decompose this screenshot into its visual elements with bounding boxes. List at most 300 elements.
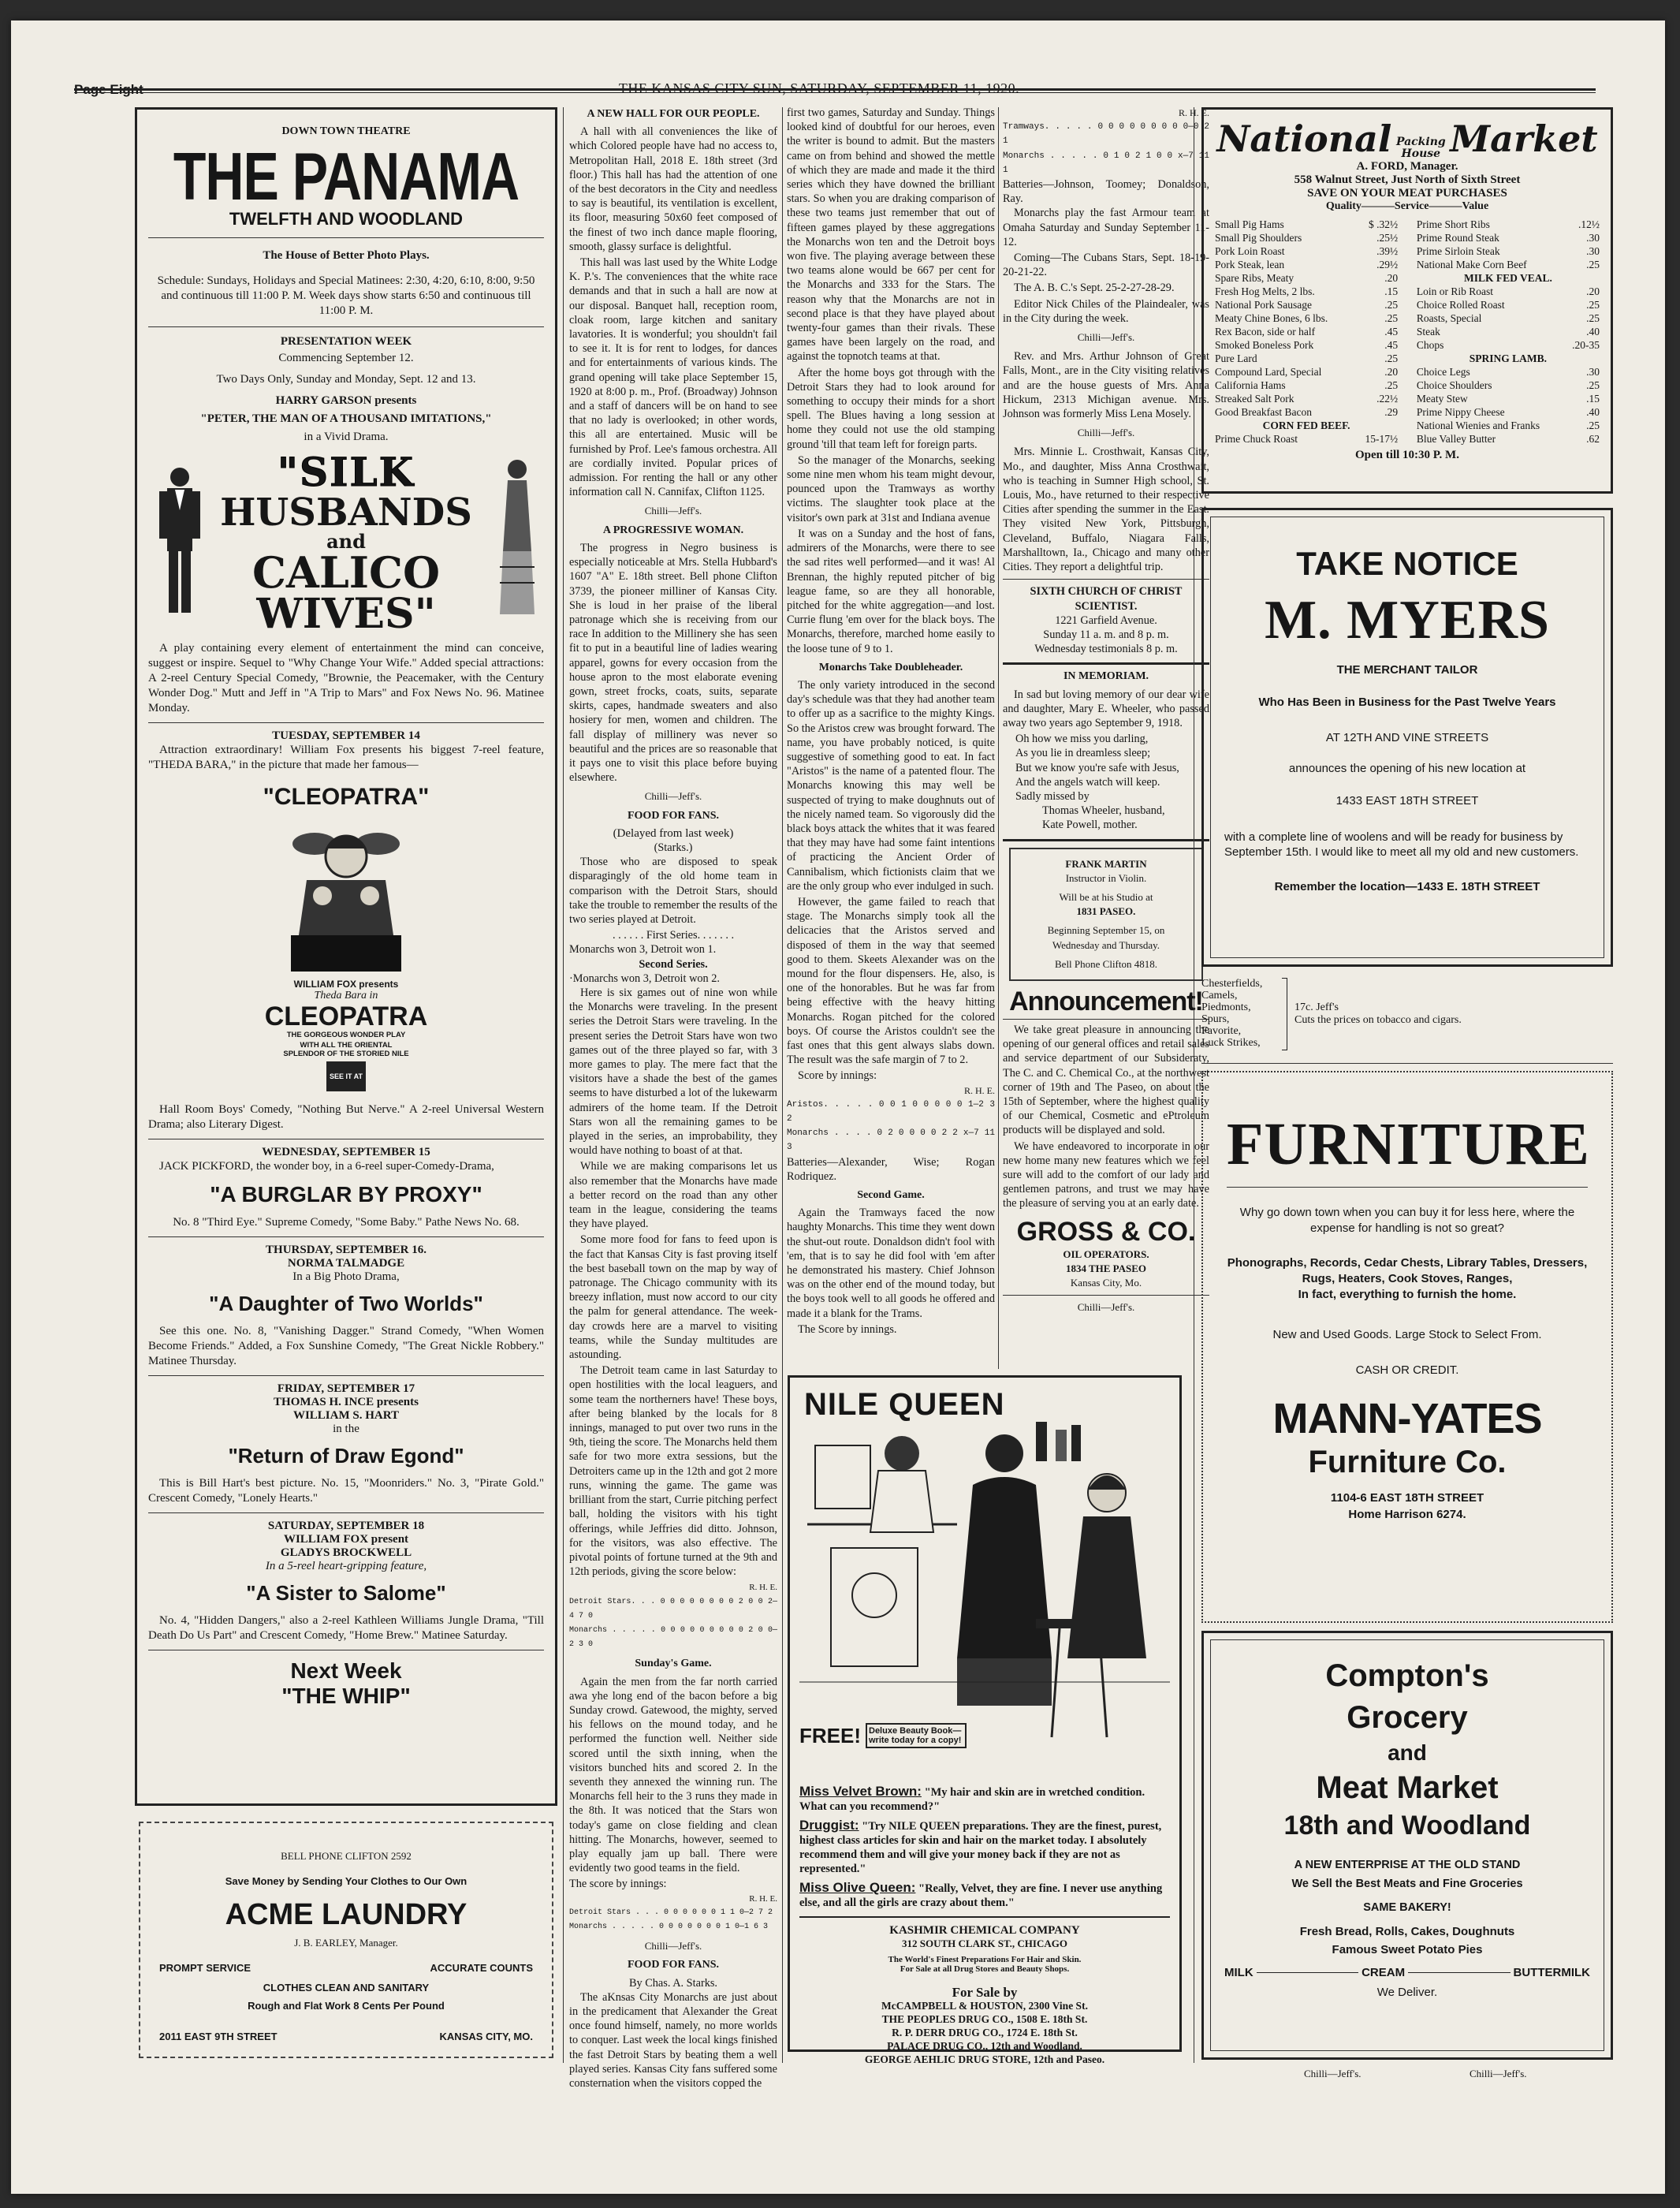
tobacco-brands (1201, 978, 1280, 1049)
myers-l4: 1433 EAST 18TH STREET (1335, 794, 1479, 807)
price-section-heading: MILK FED VEAL. (1463, 272, 1552, 284)
market-title-4: Market (1450, 117, 1598, 160)
item-name: Choice Rolled Roast (1416, 299, 1505, 311)
compton-dairy (1224, 1966, 1590, 1979)
next-week: Next Week (290, 1658, 402, 1683)
friday-heading: FRIDAY, SEPTEMBER 17 (277, 1382, 415, 1395)
item-name: Pork Steak, lean (1215, 259, 1285, 270)
furniture-l3: In fact, everything to furnish the home. (1298, 1288, 1517, 1301)
price-row (1213, 352, 1399, 365)
food-by: (Starks.) (654, 841, 693, 854)
price-row (1415, 392, 1601, 405)
market-title-1: National (1216, 117, 1392, 160)
furniture-ad (1201, 1071, 1613, 1623)
milk: MILK (1224, 1966, 1253, 1979)
seller: McCAMPBELL & HOUSTON, 2300 Vine St. (881, 2000, 1088, 2012)
friday-line4: in the (333, 1423, 359, 1435)
column-3 (787, 106, 995, 1337)
progressive-heading: A PROGRESSIVE WOMAN. (602, 524, 744, 536)
announcement-p1: We take great pleasure in announcing the opening of our general offices and retail sales and service department of our Subsideraty, The C. and C. Chemical Co., at the northwest corner of 19th and The Paseo, on about the 15th of September, where the highest quality of our Chemical, Cosmetic and ePtroleum products will be displayed and sold. (1003, 1023, 1209, 1137)
fm-name: FRANK MARTIN (1065, 857, 1147, 870)
price-row (1213, 338, 1399, 352)
chilli-sep: Chilli—Jeff's. (644, 505, 702, 517)
score-line: Monarchs . . . . 0 2 0 0 0 0 2 2 x—7 11 3 (787, 1128, 995, 1153)
cleo-after: Hall Room Boys' Comedy, "Nothing But Nerve." A 2-reel Universal Western Drama; also Literary Digest. (148, 1103, 544, 1131)
nile-title: NILE QUEEN (804, 1387, 1005, 1422)
item-name: Prime Sirloin Steak (1416, 245, 1500, 257)
score-by: The score by innings: (569, 1878, 667, 1891)
score-line: Aristos. . . . . 0 0 1 0 0 0 0 0 1—2 3 2 (787, 1099, 995, 1125)
score-line: Monarchs . . . . . 0 0 0 0 0 0 0 1 0—1 6 3 (569, 1922, 769, 1931)
memoriam-verse: As you lie in dreamless sleep; (1015, 747, 1151, 760)
cleopatra-ad (263, 817, 429, 1091)
garson-presents: HARRY GARSON presents (275, 394, 417, 407)
item-name: National Pork Sausage (1215, 299, 1312, 311)
tobacco-brand: Camels, (1201, 990, 1238, 1001)
score-line: Detroit Stars . . . 0 0 0 0 0 0 1 1 0—2 7 2 (569, 1908, 773, 1917)
gorgeous-wonder: THE GORGEOUS WONDER PLAY (286, 1031, 406, 1039)
item-price: .25 (1586, 259, 1600, 270)
item-name: Streaked Salt Pork (1215, 393, 1294, 405)
rhe-label: R. H. E. (749, 1583, 777, 1593)
item-price: .29 (1384, 406, 1399, 418)
item-price: .25 (1586, 379, 1600, 391)
meat-list-right (1415, 218, 1601, 446)
vivid-drama: in a Vivid Drama. (304, 431, 389, 443)
delayed: (Delayed from last week) (613, 826, 734, 840)
tuesday-description: Attraction extraordinary! William Fox presents his biggest 7-reel feature, "THEDA BARA," in the picture that made her famous— (148, 744, 544, 771)
price-row (1415, 298, 1601, 311)
price-row (1415, 325, 1601, 338)
market-title-2: Packing (1395, 135, 1446, 148)
item-price: .20 (1384, 366, 1399, 378)
item-price: .25 (1586, 299, 1600, 311)
compton-l5: 18th and Woodland (1283, 1811, 1531, 1841)
panama-kicker: DOWN TOWN THEATRE (281, 125, 411, 137)
item-price: .25 (1384, 299, 1399, 311)
food-heading: FOOD FOR FANS. (627, 809, 719, 822)
rhe-label: R. H. E. (749, 1893, 777, 1904)
price-row (1415, 379, 1601, 392)
col4-p6: Mrs. Minnie L. Crosthwait, Kansas City, Mo., and daughter, Miss Anna Crosthwait, who is teaching in Sumner High school, St. Louis, Mo., have returned to their respective Cities after spending the summer in the East. They visited New York, Pittsburgh, Cleveland, Buffalo, Niagara Falls, Marshalltown, Ia., Chicago and many other Cities. They report a delightful trip. (1003, 446, 1209, 574)
fox-presents: WILLIAM FOX presents (293, 979, 399, 990)
price-row (1213, 432, 1399, 446)
kashmir-co: KASHMIR CHEMICAL COMPANY (889, 1924, 1080, 1937)
memoriam-p: In sad but loving memory of our dear wife and daughter, Mary E. Wheeler, who passed away two years ago September 9, 1918. (1003, 688, 1209, 729)
acme-phone: BELL PHONE CLIFTON 2592 (281, 1850, 412, 1862)
price-row (1415, 258, 1601, 271)
item-name: Spare Ribs, Meaty (1215, 272, 1294, 284)
score-line: Detroit Stars. . . 0 0 0 0 0 0 0 0 2 0 0 2—4 7 0 (569, 1597, 777, 1621)
druggist-text: "Try NILE QUEEN preparations. They are the finest, purest, highest class articles for skin and hair on the market today. I absolutely recommend them and will give your money back if they are not as represented." (799, 1820, 1162, 1875)
acme-prompt: PROMPT SERVICE (159, 1962, 251, 1974)
seller: PALACE DRUG CO., 12th and Woodland. (887, 2040, 1082, 2052)
item-name: Prime Short Ribs (1416, 218, 1490, 230)
market-address: 558 Walnut Street, Just North of Sixth Street (1294, 173, 1521, 186)
free-label: FREE! (799, 1723, 861, 1747)
column-4 (1003, 106, 1209, 1319)
salome-description: No. 4, "Hidden Dangers," also a 2-reel Kathleen Williams Jungle Drama, "Till Death Do Us Part" and Crescent Comedy, "Home Brew." Matinee Saturday. (148, 1614, 544, 1642)
tobacco-brace (1282, 978, 1287, 1050)
item-price: .25 (1384, 352, 1399, 364)
silk-description: A play containing every element of entertainment the mind can conceive, suggest or inspire. Sequel to "Why Change Your Wife." Added special attractions: A 2-reel Century Special Comedy, "Brownie, the Peacemaker, with the Century Wonder Dog." Mutt and Jeff in "A Trip to Mars" and Fox News No. 96. Matinee Monday. (148, 642, 544, 714)
acme-manager: J. B. EARLEY, Manager. (294, 1937, 398, 1949)
daughter-description: See this one. No. 8, "Vanishing Dagger." Strand Comedy, "When Women Become Friends." Added, a Fox Sunshine Comedy, "The Great Nickle Robbery." Matinee Thursday. (148, 1325, 544, 1367)
item-price: .45 (1384, 326, 1399, 338)
col3-p3: So the manager of the Monarchs, seeking some nine men whom his team might devour, pounced upon the Tramways as worthy victims. The slaughter took place at the visitor's own park at 31st and Indiana avenue (787, 453, 995, 524)
sunday-p1: Again the men from the far north carried awa yhe long end of the bacon before a big Sunday crowd. Gatewood, the mighty, served his fellows on the mound today, and he performed the function well. Neither side scored until the sixth inning, when the visitors bunched hits and scored 2. In the seventh they annexed the winning run. The Monarchs fell heir to the 3 runs they made in the 8th. It was noticed that the Stars won today's game on close fielding and clean hitting. The Monarchs, however, seemed to play equally jam up ball. There were evidently two good teams in the field. (569, 1675, 777, 1875)
hall-p1: A hall with all conveniences the like of which Colored people have had no access to, Metropolitan Hall, 2018 E. 18th street (3rd floor.) This hall has had the attention of one of the best decorators in the City and needless to say is beautiful, its ventilation is excellent, its floor, measuring 50x60 feet composed of the finest of two inch dance maple flooring, smooth, glassy surface is delightful. (569, 125, 777, 253)
market-title-3: House (1401, 147, 1441, 160)
food2-p1: The aKnsas City Monarchs are just about in the predicament that Alexander the Great once found himself, namely, no more worlds to conquer. Last week the local kings finished the fast Detroit Stars by beating them a well played series. Kansas City fans suffered some consternation when the visitors copped the (569, 1990, 777, 2091)
food-p4: Some more food for fans to feed upon is the fact that Kansas City is fast proving itself the best baseball town on the map by way of patronage. The Chicago community with its breezy inflation, must now accord to our city the palm for general attendance. The week-day crowds here are a marvel to visiting teams, while the Sunday multitudes are astounding. (569, 1233, 777, 1362)
market-manager: A. FORD, Manager. (1356, 160, 1458, 173)
item-name: Small Pig Hams (1215, 218, 1284, 230)
calico-line: CALICO (251, 547, 441, 598)
commencing: Commencing September 12. (278, 352, 414, 364)
sunday-heading: Sunday's Game. (635, 1658, 712, 1670)
item-price: .29½ (1376, 259, 1399, 270)
item-name: Steak (1416, 326, 1440, 338)
silk-husbands-art (148, 449, 544, 638)
item-name: Blue Valley Butter (1416, 433, 1496, 445)
myers-sub: THE MERCHANT TAILOR (1336, 663, 1478, 677)
compton-l3: and (1388, 1740, 1427, 1765)
item-price: .25 (1586, 420, 1600, 431)
furniture-title: FURNITURE (1227, 1111, 1590, 1177)
silk-line: "SILK (277, 449, 415, 495)
compton-l9: Fresh Bread, Rolls, Cakes, Doughnuts (1299, 1925, 1515, 1938)
furniture-l2: Phonographs, Records, Cedar Chests, Library Tables, Dressers, Rugs, Heaters, Cook Stoves, Ranges, (1227, 1256, 1588, 1285)
fm-l7: Bell Phone Clifton 4818. (1055, 957, 1157, 970)
cleopatra-title: "CLEOPATRA" (263, 784, 430, 810)
nile-sellers (788, 1986, 1182, 2066)
myers-l2: AT 12TH AND VINE STREETS (1325, 731, 1489, 744)
batteries: Batteries—Alexander, Wise; Rogan Rodriquez. (787, 1155, 995, 1183)
compton-l10: Famous Sweet Potato Pies (1332, 1943, 1483, 1956)
meat-list-left (1213, 218, 1399, 446)
item-price: .30 (1586, 232, 1600, 244)
wives-line: WIVES" (256, 590, 436, 638)
velvet-text: "My hair and skin are in wretched condition. What can you recommend?" (799, 1786, 1145, 1813)
furniture-address: 1104-6 EAST 18TH STREET (1330, 1491, 1484, 1505)
fm-l2: Instructor in Violin. (1065, 871, 1147, 884)
myers-l6: Remember the location—1433 E. 18TH STREET (1274, 880, 1540, 893)
item-price: .25 (1384, 312, 1399, 324)
price-row (1415, 231, 1601, 244)
cleopatra-ad-title: CLEOPATRA (264, 1001, 428, 1031)
thursday-star: NORMA TALMADGE (287, 1257, 405, 1270)
compton-l2: Grocery (1347, 1700, 1468, 1735)
egond-title: "Return of Draw Egond" (228, 1444, 464, 1468)
thursday-sub: In a Big Photo Drama, (292, 1270, 400, 1283)
item-name: Rex Bacon, side or half (1215, 326, 1316, 338)
myers-name: M. MYERS (1265, 590, 1550, 651)
column-rule (563, 107, 564, 2063)
rhe-label: R. H. E. (964, 1084, 995, 1096)
kashmir-address: 312 SOUTH CLARK ST., CHICAGO (902, 1938, 1067, 1949)
national-market-ad (1201, 107, 1613, 494)
acme-address: 2011 EAST 9TH STREET (159, 2031, 278, 2042)
col4-p2: Coming—The Cubans Stars, Sept. 18-19-20-21-22. (1003, 252, 1209, 279)
nile-queen-ad (788, 1375, 1182, 2052)
price-row (1415, 271, 1601, 285)
memoriam-verse: But we know you're safe with Jesus, (1015, 761, 1179, 774)
memoriam-verse: And the angels watch will keep. (1015, 775, 1160, 789)
memoriam-sad: Sadly missed by (1015, 789, 1090, 803)
item-name: Roasts, Special (1416, 312, 1482, 324)
panama-address: TWELFTH AND WOODLAND (229, 209, 464, 229)
price-row (1213, 365, 1399, 379)
gross-l3: 1834 THE PASEO (1065, 1262, 1147, 1274)
price-row (1415, 432, 1601, 446)
price-row (1213, 244, 1399, 258)
free-note: Deluxe Beauty Book—write today for a copy! (866, 1723, 967, 1748)
food-p3: While we are making comparisons let us also remember that the Monarchs have made a better record on the road than any other team in the league, considering the teams they have played. (569, 1160, 777, 1231)
peter-title: "PETER, THE MAN OF A THOUSAND IMITATIONS," (200, 412, 492, 425)
tobacco-desc: Cuts the prices on tobacco and cigars. (1294, 1014, 1462, 1026)
item-price: .12½ (1578, 218, 1600, 230)
price-row (1213, 271, 1399, 285)
item-name: Good Breakfast Bacon (1215, 406, 1312, 418)
husbands-line: HUSBANDS (220, 490, 472, 535)
item-name: Smoked Boneless Pork (1215, 339, 1314, 351)
item-price: .40 (1586, 326, 1600, 338)
compton-ad (1201, 1631, 1613, 2060)
item-name: Prime Nippy Cheese (1416, 406, 1505, 418)
price-section-heading: CORN FED BEEF. (1262, 420, 1350, 431)
nile-dialogue (799, 1785, 1170, 1910)
acme-clean: CLOTHES CLEAN AND SANITARY (263, 1982, 430, 1994)
score-line: Monarchs . . . . . 0 0 0 0 0 0 0 0 0 2 0 0—2 3 0 (569, 1625, 777, 1650)
item-name: Loin or Rib Roast (1416, 285, 1493, 297)
egond-description: This is Bill Hart's best picture. No. 15, "Moonriders." No. 3, "Pirate Gold." Crescent Comedy, "Lonely Hearts." (148, 1477, 544, 1505)
salome-title: "A Sister to Salome" (246, 1581, 446, 1605)
kashmir-tag1: The World's Finest Preparations For Hair and Skin. (888, 1955, 1082, 1964)
page-header (74, 65, 1564, 104)
item-price: .20 (1384, 272, 1399, 284)
olive-name: Miss Olive Queen: (799, 1880, 916, 1895)
item-price: .25½ (1376, 232, 1399, 244)
church-l1: SIXTH CHURCH OF CHRIST (1030, 585, 1183, 599)
myers-l5: with a complete line of woolens and will be ready for business by September 15th. I would like to meet all my old and new customers. (1224, 830, 1579, 859)
gross-l2: OIL OPERATORS. (1063, 1248, 1149, 1260)
item-name: Meaty Chine Bones, 6 lbs. (1215, 312, 1328, 324)
score-by: Score by innings: (798, 1069, 877, 1083)
score-line: Monarchs . . . . . 0 1 0 2 1 0 0 x—7 11 1 (1003, 151, 1209, 175)
second-game-heading: Second Game. (857, 1189, 925, 1202)
take-notice: TAKE NOTICE (1296, 545, 1518, 582)
col4-p3: The A. B. C.'s Sept. 25-2-27-28-29. (1014, 282, 1175, 295)
footer-chilli: Chilli—Jeff's. (1304, 2068, 1362, 2079)
price-row (1213, 419, 1399, 432)
col3-p1: first two games, Saturday and Sunday. Things looked kind of doubtful for our heroes, even the writer is bound to admit. But the masters came on from behind and showed the mettle of which they are made and made it the third series which they have downed the brilliant stars. So when you are draking comparison of these two teams just remember that out of fifteen games played by these aggregations the Monarchs won ten and the Detroit boys won five. The playing average between these two teams alone would be 667 per cent for the Monarchs and 333 for the Stars. The reason why that the Monarchs are not in second place is that they have played about twenty-four games than their rivals. These games have been largely on the road, and against the topnotch teams at that. (787, 106, 995, 364)
seller: R. P. DERR DRUG CO., 1724 E. 18th St. (892, 2027, 1078, 2038)
myers-ad (1201, 508, 1613, 967)
col3-p5: The only variety introduced in the second day's schedule was that they had another team to offer up as a sacrifice to the mighty Kings. So the Aristos crew was brought forward. The name, you have probably noticed, is quite suggestive of something good to eat. In fact "Aristos" is the name of a patented flour. The Monarchs knowing this may well be suspected of trying to make doughnuts out of the nicely named team. So vigorously did the black boys attack the whites that it was feared that they may have had some faint intentions of practicing the Ancient Order of Cannibalism, which fictionists claim that we are the only group who ever indulged in such. (787, 678, 995, 893)
first-result: Monarchs won 3, Detroit won 1. (569, 943, 717, 957)
food-p2: Here is six games out of nine won while the Monarchs were traveling. In the present series the Detroit Stars were traveling. In the present series the Detroit Stars have won two games out of the three played so far, with 3 more games to play. The mere fact that the visitors have a shade the best of the games seems to have disturbed a lot of the lukewarm admirers of the home team. If the Detroit Stars won all the remaining games to be played in the series, an improbability, they would have nothing to boast of at that. (569, 986, 777, 1158)
item-price: .30 (1586, 366, 1600, 378)
church-l2: SCIENTIST. (1075, 599, 1138, 613)
presentation-week: PRESENTATION WEEK (280, 335, 412, 348)
panama-ad (135, 107, 557, 1806)
price-row (1415, 338, 1601, 352)
two-days: Two Days Only, Sunday and Monday, Sept. 12 and 13. (216, 373, 476, 386)
item-price: .20 (1586, 285, 1600, 297)
buttermilk: BUTTERMILK (1513, 1966, 1591, 1979)
church-l3: 1221 Garfield Avenue. (1055, 614, 1157, 627)
item-name: California Hams (1215, 379, 1286, 391)
second-series: Second Series. (639, 957, 708, 971)
tobacco-brand: Luck Strikes, (1201, 1037, 1261, 1049)
item-price: .22½ (1376, 393, 1399, 405)
col4-p5: Rev. and Mrs. Arthur Johnson of Great Falls, Mont., are in the City visiting relatives and are the house guests of Mrs. Anna Hickum, 2313 Michigan avenue. Mrs. Johnson was formerly Miss Lena Mosely. (1003, 350, 1209, 421)
acme-name: ACME LAUNDRY (225, 1898, 467, 1931)
col3-p2: After the home boys got through with the Detroit Stars they had to look around for something to occupy their minds for a short spell. The Blues having a long session at home they could not use the old stamping ground 'till that team left for foreign parts. (787, 366, 995, 451)
item-price: .15 (1586, 393, 1600, 405)
chilli-sep: Chilli—Jeff's. (1077, 427, 1135, 439)
item-name: Meaty Stew (1416, 393, 1468, 405)
price-row (1213, 298, 1399, 311)
header-rule (74, 88, 1596, 93)
compton-l7: We Sell the Best Meats and Fine Groceries (1291, 1878, 1523, 1890)
burglar-title: "A BURGLAR BY PROXY" (210, 1182, 482, 1207)
compton-l1: Compton's (1325, 1658, 1489, 1693)
item-price: .45 (1384, 339, 1399, 351)
myers-l3: announces the opening of his new location at (1288, 762, 1526, 775)
item-price: .30 (1586, 245, 1600, 257)
item-price: .15 (1384, 285, 1399, 297)
kashmir-tag2: For Sale at all Drug Stores and Beauty Shops. (900, 1964, 1070, 1974)
price-row (1415, 218, 1601, 231)
item-name: Compound Lard, Special (1215, 366, 1322, 378)
footer-chilli: Chilli—Jeff's. (1470, 2068, 1527, 2079)
velvet-name: Miss Velvet Brown: (799, 1784, 922, 1799)
column-2 (569, 103, 777, 2092)
memoriam-heading: IN MEMORIAM. (1063, 670, 1149, 683)
acme-flat: Rough and Flat Work 8 Cents Per Pound (248, 2000, 445, 2012)
gross-name: GROSS & CO. (1016, 1216, 1196, 1247)
food-p1: Those who are disposed to speak disparagingly of the old home team in comparison with the Detroit Stars, should take the trouble to remember the results of the two series played at Detroit. (569, 856, 777, 926)
price-row (1415, 285, 1601, 298)
item-price: $ .32½ (1369, 218, 1399, 230)
food-p5: The Detroit team came in last Saturday to open hostilities with the local leaguers, and some team the northerners have! These boys, after being blanked by the locals for 8 innings, managed to put over two runs in the 9th, tieing the score. The Monarchs held them safe for two more extra sessions, but the Detroiters came up in the 12th and got 2 more runs, winning the game. The game was brilliant from the start, Currie pitching perfect ball, holding the visitors with his tight offerings, while Jeffries did ditto. Johnson, for the visitors, was also effective. The pivotal points of fortune turned at the 9th and 12th periods, giving the score below: (569, 1364, 777, 1579)
item-price: .39½ (1376, 245, 1399, 257)
saturday-line3: GLADYS BROCKWELL (280, 1546, 412, 1559)
price-row (1213, 311, 1399, 325)
second-result: ·Monarchs won 3, Detroit won 2. (569, 972, 720, 985)
item-name: Pure Lard (1215, 352, 1257, 364)
furniture-co: Furniture Co. (1308, 1445, 1507, 1479)
hall-heading: A NEW HALL FOR OUR PEOPLE. (587, 108, 760, 120)
woman-figure-icon (494, 457, 541, 622)
progressive-p1: The progress in Negro business is especially noticeable at Mrs. Stella Hubbard's 1607 "A" E. 18th street. Bell phone Clifton 3739, the pioneer milliner of Kansas City. She is loud in her praise of the liberal patronage which she is receiving from our race In addition to the Millinery she has seen fit to put in a beautiful line of ladies wearing apparel, gowns for every occasion from the house apron to the most elaborate evening gown, street frocks, coats, suits, separate skirts, capes, handmade sweaters and also hosiery for men, women and children. The fall display of millinery was never so beautiful and the prices are so reasonable that it pays one to visit this place before buying elsewhere. (569, 541, 777, 785)
column-rule (998, 107, 999, 1369)
memoriam-sig: Thomas Wheeler, husband, (1042, 804, 1165, 818)
chilli-sep: Chilli—Jeff's. (644, 790, 702, 803)
tobacco-brand: Favorite, (1201, 1025, 1242, 1037)
item-price: 15-17½ (1365, 433, 1399, 445)
burglar-description: No. 8 "Third Eye." Supreme Comedy, "Some Baby." Pathe News No. 68. (173, 1216, 520, 1229)
price-row (1415, 244, 1601, 258)
item-price: .25 (1384, 379, 1399, 391)
saturday-line2: WILLIAM FOX present (283, 1533, 409, 1546)
price-row (1213, 392, 1399, 405)
furniture-l4: New and Used Goods. Large Stock to Select From. (1272, 1328, 1542, 1341)
fm-l6: Wednesday and Thursday. (1052, 938, 1160, 951)
col4-p4: Editor Nick Chiles of the Plaindealer, was in the City during the week. (1003, 297, 1209, 325)
thursday-heading: THURSDAY, SEPTEMBER 16. (266, 1244, 427, 1256)
item-name: Small Pig Shoulders (1215, 232, 1302, 244)
col3-p6: However, the game failed to reach that stage. The Monarchs simply took all the delicacies that the Aristos served and disposed of them in the way that seemed good to them. Skeets Alexander was on the mound for the flour dispensers. He, also, is one of the honorables. But he was far from being effective with the heavy hitting Monarchs. Rogan pitched for the colored boys. Of course the Aristos couldn't see the fast ones that this gent always slabs down. The result was the safe margin of 7 to 2. (787, 895, 995, 1067)
col3-p7: Again the Tramways faced the now haughty Monarchs. This time they went down the shut-out route. Donaldson didn't fool with 'em, that is to say he did fool with 'em after he demonstrated his mastery. Chief Johnson was on the other end of the mound today, but the boys took well to all goods he offered and made it a blank for the Trams. (787, 1207, 995, 1320)
friday-line3: WILLIAM S. HART (292, 1409, 400, 1422)
item-name: Fresh Hog Melts, 2 lbs. (1215, 285, 1315, 297)
price-row (1415, 311, 1601, 325)
score-line: Tramways. . . . . 0 0 0 0 0 0 0 0 0—0 2 1 (1003, 122, 1209, 147)
price-row (1213, 285, 1399, 298)
memoriam-verse: Oh how we miss you darling, (1015, 733, 1149, 746)
olive-text: "Really, Velvet, they are fine. I never use anything else, and all the girls are crazy about them." (799, 1882, 1163, 1909)
batteries: Batteries—Johnson, Toomey; Donaldson, Ray. (1003, 178, 1209, 206)
item-price: .62 (1586, 433, 1600, 445)
item-price: .25 (1586, 312, 1600, 324)
tuesday-heading: TUESDAY, SEPTEMBER 14 (272, 729, 420, 742)
nile-queen-art (799, 1382, 1170, 1777)
item-name: Chops (1416, 339, 1444, 351)
furniture-l5: CASH OR CREDIT. (1355, 1363, 1459, 1377)
mann-yates: MANN-YATES (1272, 1395, 1542, 1442)
for-sale-by: For Sale by (952, 1985, 1018, 2000)
market-save: SAVE ON YOUR MEAT PURCHASES (1307, 187, 1507, 200)
myers-l1: Who Has Been in Business for the Past Twelve Years (1258, 696, 1556, 709)
hall-p2: This hall was last used by the White Lodge K. P.'s. The conveniences that the white race demands and that in such a hall are now at our disposal. Banquet hall, reception room, cloak room, large kitchen and sanitary lavatories. It is wonderful; you shouldn't fail to see it. It is for rent to lodges, for dances and for entertainments of various kinds. The grand opening will take place September 15, 1920 at 8:00 p. m., Prof. (Broadway) Johnson and a staff of dancers will be on hand to see that no lady is overlooked; in other words, this all are entertained. Music will be furnished by Prof. Lee's famous orchestra. All are cordially invited. Popular prices of admission. For renting the hall or any other information call N. Cannifax, Clifton 1125. (569, 256, 777, 499)
fm-l4: 1831 PASEO. (1076, 905, 1136, 918)
price-row (1213, 231, 1399, 244)
doubleheader-heading: Monarchs Take Doubleheader. (818, 661, 963, 673)
price-row (1213, 218, 1399, 231)
compton-l6: A NEW ENTERPRISE AT THE OLD STAND (1294, 1859, 1521, 1871)
saturday-heading: SATURDAY, SEPTEMBER 18 (267, 1520, 425, 1532)
price-row (1415, 419, 1601, 432)
free-offer (799, 1723, 967, 1748)
item-name: Prime Round Steak (1416, 232, 1499, 244)
furniture-phone: Home Harrison 6274. (1348, 1508, 1466, 1521)
chilli-sep: Chilli—Jeff's. (1077, 1301, 1135, 1314)
announcement-p2: We have endeavored to incorporate in our new home many new features which we feel sure will add to the comfort of our lady and gentlemen patrons, and trust we may have the pleasure of serving you at an early date. (1003, 1139, 1209, 1210)
friday-line2: THOMAS H. INCE presents (274, 1396, 419, 1408)
acme-city: KANSAS CITY, MO. (439, 2031, 533, 2042)
church-l4: Sunday 11 a. m. and 8 p. m. (1043, 628, 1169, 641)
item-price: .20-35 (1572, 339, 1600, 351)
chilli-sep: Chilli—Jeff's. (644, 1940, 702, 1953)
we-deliver: We Deliver. (1376, 1986, 1438, 1999)
announcement-heading: Announcement! (1009, 986, 1203, 1016)
church-l5: Wednesday testimonials 8 p. m. (1034, 643, 1178, 656)
item-name: Choice Legs (1416, 366, 1470, 378)
daughter-title: "A Daughter of Two Worlds" (209, 1292, 483, 1315)
seller: THE PEOPLES DRUG CO., 1508 E. 18th St. (881, 2013, 1088, 2025)
panama-title: THE PANAMA (173, 139, 520, 214)
item-name: National Make Corn Beef (1416, 259, 1527, 270)
rhe-label: R. H. E. (1179, 107, 1209, 118)
frank-martin-ad (1009, 848, 1203, 981)
and-line: and (326, 530, 366, 553)
price-row (1213, 325, 1399, 338)
col4-p1: Monarchs play the fast Armour team at Omaha Saturday and Sunday September 11-12. (1003, 207, 1209, 248)
price-row (1415, 405, 1601, 419)
